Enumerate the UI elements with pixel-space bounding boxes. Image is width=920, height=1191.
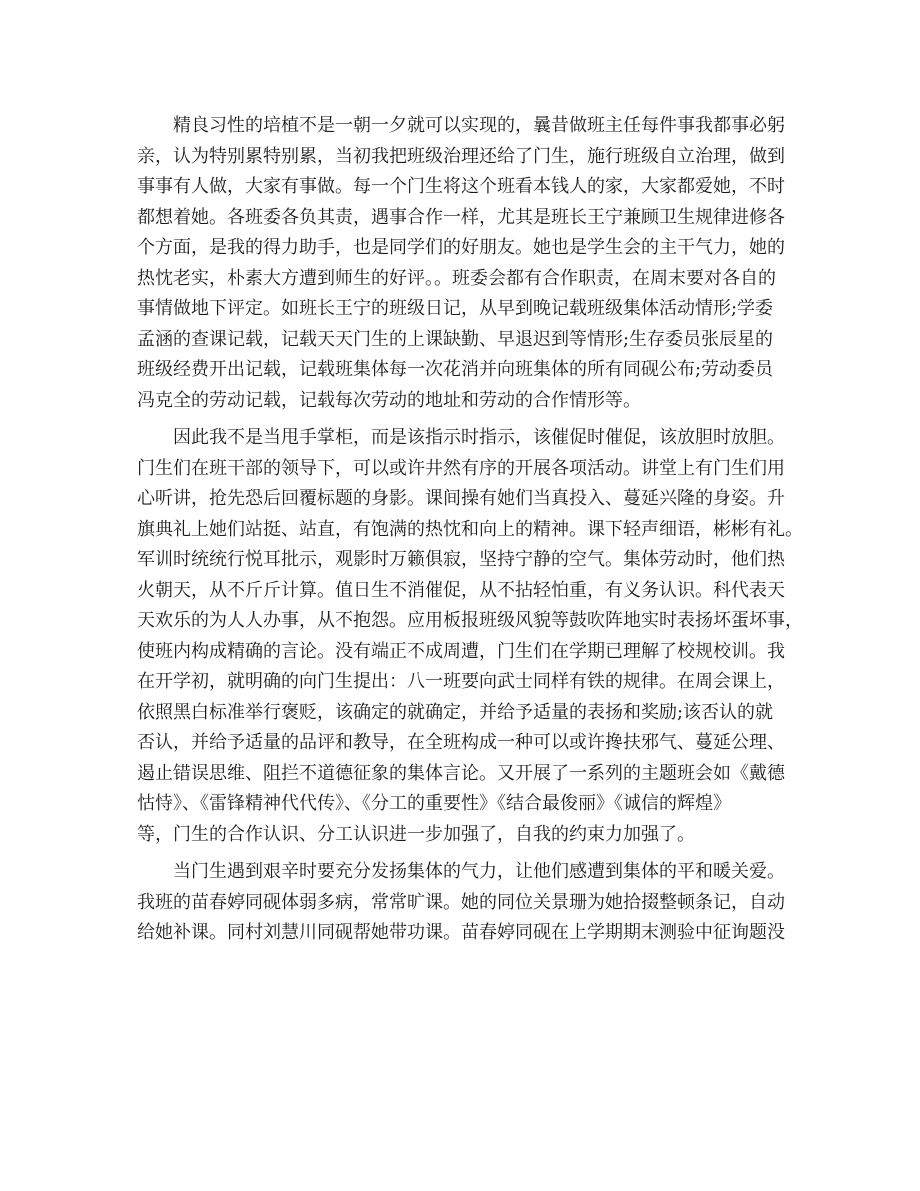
text-line: 都想着她。各班委各负其责，遇事合作一样，尤其是班长王宁兼顾卫生规律进修各 (137, 206, 785, 228)
text-line: 军训时统统行悦耳批示，观影时万籁俱寂，坚持宁静的空气。集体劳动时，他们热 (137, 549, 785, 570)
text-line: 事情做地下评定。如班长王宁的班级日记，从早到晚记载班级集体活动情形;学委 (137, 298, 774, 319)
paragraph-3 (137, 857, 787, 949)
document-body (137, 111, 803, 956)
text-line: 冯克全的劳动记载，记载每次劳动的地址和劳动的合作情形等。 (137, 389, 641, 411)
text-line: 心听讲，抢先恐后回覆标题的身影。课间操有她们当真投入、蔓延兴隆的身姿。升 (137, 488, 785, 509)
text-line: 精良习性的培植不是一朝一夕就可以实现的，曩昔做班主任每件事我都事必躬 (173, 115, 785, 136)
text-line: 怙恃》、《雷锋精神代代传》、《分工的重要性》《结合最俊丽》《诚信的辉煌》 (137, 793, 731, 814)
paragraph-2 (137, 423, 803, 850)
text-line: 等，门生的合作认识、分工认识进一步加强了，自我的约束力加强了。 (137, 823, 695, 845)
text-line: 热忱老实，朴素大方遭到师生的好评。。班委会都有合作职责，在周末要对各自的 (137, 267, 776, 289)
text-line: 火朝天，从不斤斤计算。值日生不消催促，从不拈轻怕重，有义务认识。科代表天 (137, 579, 785, 601)
paragraph-1 (137, 111, 787, 416)
text-line: 当门生遇到艰辛时要充分发扬集体的气力，让他们感遭到集体的平和暖关爱。 (173, 861, 785, 882)
text-line: 在开学初，就明确的向门生提出：八一班要向武士同样有铁的规律。在周会课上， (137, 671, 785, 692)
text-line: 旗典礼上她们站挺、站直，有饱满的热忱和向上的精神。课下轻声细语，彬彬有礼。 (137, 518, 803, 540)
text-line: 亲，认为特别累特别累，当初我把班级治理还给了门生，施行班级自立治理，做到 (137, 145, 785, 167)
text-line: 孟涵的查课记载，记载天天门生的上课缺勤、早退迟到等情形;生存委员张辰星的 (137, 328, 774, 350)
text-line: 否认，并给予适量的品评和教导，在全班构成一种可以或许搀扶邪气、蔓延公理、 (137, 732, 785, 753)
text-line: 遏止错误思维、阻拦不道德征象的集体言论。又开展了一系列的主题班会如《戴德 (137, 762, 785, 784)
text-line: 因此我不是当甩手掌柜，而是该指示时指示，该催促时催促，该放胆时放胆。 (173, 427, 785, 448)
text-line: 事事有人做，大家有事做。每一个门生将这个班看本钱人的家，大家都爱她，不时 (137, 176, 785, 197)
text-line: 个方面，是我的得力助手，也是同学们的好朋友。她也是学生会的主干气力，她的 (137, 237, 785, 258)
text-line: 使班内构成精确的言论。没有端正不成周遭，门生们在学期已理解了校规校训。我 (137, 640, 785, 662)
text-line: 门生们在班干部的领导下，可以或许井然有序的开展各项活动。讲堂上有门生们用 (137, 457, 785, 479)
text-line: 天欢乐的为人人办事，从不抱怨。应用板报班级风貌等鼓吹阵地实时表扬坏蛋坏事， (137, 610, 803, 631)
text-line: 给她补课。同村刘慧川同砚帮她带功课。苗春婷同砚在上学期期末测验中征询题没 (137, 922, 785, 943)
text-line: 我班的苗春婷同砚体弱多病，常常旷课。她的同位关景珊为她拾掇整顿条记，自动 (137, 891, 785, 913)
text-line: 依照黑白标准举行褒贬，该确定的就确定，并给予适量的表扬和奖励;该否认的就 (137, 701, 774, 723)
text-line: 班级经费开出记载，记载班集体每一次花消并向班集体的所有同砚公布;劳动委员 (137, 359, 774, 380)
